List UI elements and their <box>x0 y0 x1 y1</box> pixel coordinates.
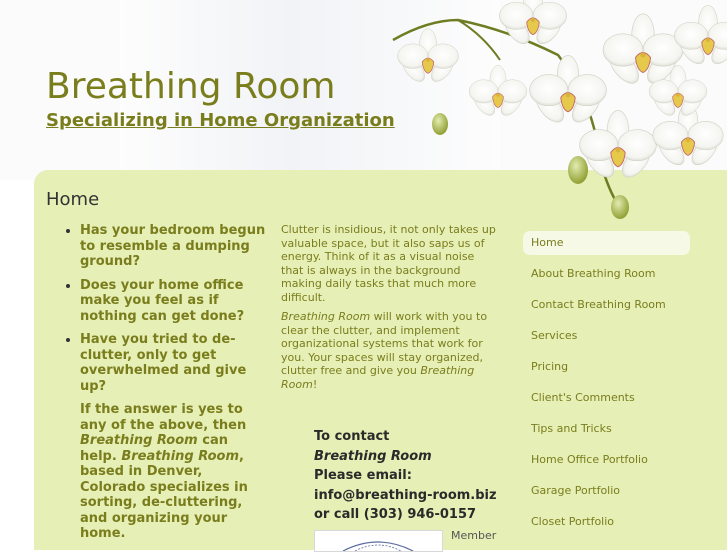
about-text: will work with you to clear the clutter, and implement organizational systems that work for you. Your spaces will stay organized, clutter free and give you <box>281 310 488 377</box>
main-nav <box>523 231 690 541</box>
about-text: ! <box>312 377 318 391</box>
association-logo[interactable] <box>314 530 443 552</box>
nav-item-pricing[interactable]: Pricing <box>531 360 569 373</box>
brand-name: Breathing Room <box>281 364 475 391</box>
contact-brand <box>314 447 514 467</box>
question-list <box>58 223 266 394</box>
nav-item-closet-portfolio[interactable]: Closet Portfolio <box>531 515 615 528</box>
brand-name: Breathing Room <box>80 433 198 448</box>
question-item: • Have you tried to de-clutter, only to get overwhelmed and give up? <box>80 332 266 394</box>
question-item: • Has your bedroom begun to resemble a dumping ground? <box>80 223 266 270</box>
site-tagline[interactable]: Specializing in Home Organization <box>46 110 395 131</box>
intro-column <box>58 223 266 542</box>
orchid-decoration <box>388 0 727 230</box>
brand-name: Breathing Room <box>121 448 240 464</box>
contact-block <box>314 427 514 525</box>
nav-item-contact[interactable]: Contact Breathing Room <box>531 298 666 311</box>
intro-closing <box>80 402 266 542</box>
about-paragraph <box>281 310 496 391</box>
closing-text: can help. <box>80 433 228 464</box>
nav-item-comments[interactable]: Client's Comments <box>531 391 635 404</box>
member-label: Member <box>451 529 497 542</box>
nav-item-home-office-portfolio[interactable]: Home Office Portfolio <box>531 453 648 466</box>
brand-name: Breathing Room <box>314 448 432 464</box>
contact-email[interactable]: info@breathing-room.biz <box>314 487 497 503</box>
site-title[interactable]: Breathing Room <box>46 66 336 107</box>
contact-phone: or call (303) 946-0157 <box>314 507 477 522</box>
contact-line: To contact <box>314 429 390 444</box>
association-seal-icon <box>315 531 442 551</box>
nav-item-tips[interactable]: Tips and Tricks <box>531 422 612 435</box>
nav-item-garage-portfolio[interactable]: Garage Portfolio <box>531 484 621 497</box>
closing-text: If the answer is yes to any of the above, then <box>80 402 247 433</box>
nav-item-home[interactable]: Home <box>523 231 690 255</box>
question-item: • Does your home office make you feel as if nothing can get done? <box>80 278 266 325</box>
brand-name: Breathing Room <box>281 310 371 323</box>
about-paragraph: Clutter is insidious, it not only takes up valuable space, but it also saps us of energy. Think of it as a visual noise that is always in the background making daily tasks that much more difficult. <box>281 223 496 304</box>
closing-text: , based in Denver, Colorado specializes in sorting, de-cluttering, and organizing your home. <box>80 448 248 541</box>
page-heading: Home <box>46 189 100 210</box>
contact-line: Please email: <box>314 468 412 483</box>
nav-item-about[interactable]: About Breathing Room <box>531 267 656 280</box>
nav-item-services[interactable]: Services <box>531 329 578 342</box>
about-column <box>281 223 496 397</box>
